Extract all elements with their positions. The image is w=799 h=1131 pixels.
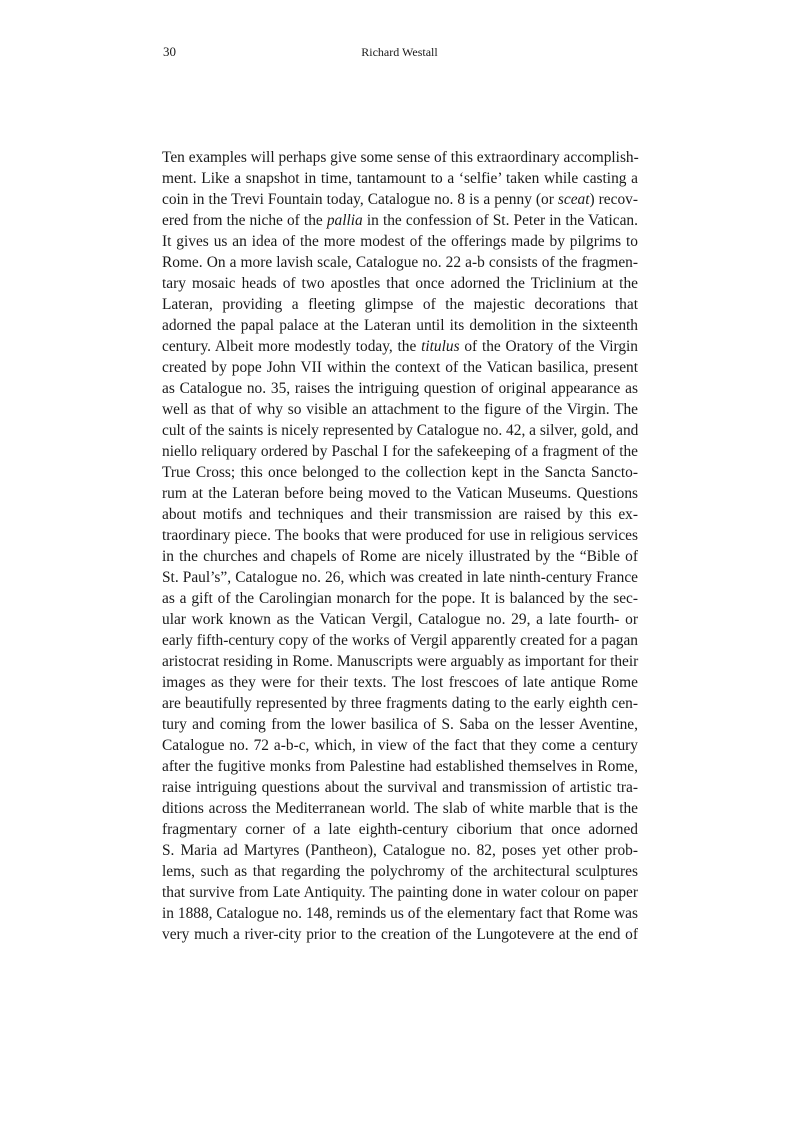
text-line — [162, 735, 638, 756]
text-segment: are beautifully represented by three fragments dating to the early eighth cen- — [162, 695, 638, 712]
text-line — [162, 252, 638, 273]
text-line — [162, 336, 638, 357]
text-segment: images as they were for their texts. The lost frescoes of late antique Rome — [162, 674, 638, 691]
italic-term: titulus — [421, 338, 460, 355]
text-line — [162, 903, 638, 924]
text-segment: created by pope John VII within the context of the Vatican basilica, present — [162, 359, 638, 376]
text-segment: that survive from Late Antiquity. The painting done in water colour on paper — [162, 884, 638, 901]
text-segment: fragmentary corner of a late eighth-century ciborium that once adorned — [162, 821, 638, 838]
text-line — [162, 882, 638, 903]
text-line — [162, 798, 638, 819]
text-segment: of the Oratory of the Virgin — [459, 338, 638, 355]
text-line — [162, 609, 638, 630]
text-segment: niello reliquary ordered by Paschal I for the safekeeping of a fragment of the — [162, 443, 638, 460]
text-segment: ment. Like a snapshot in time, tantamount to a ‘selfie’ taken while casting a — [162, 170, 638, 187]
text-line — [162, 315, 638, 336]
text-segment: in the churches and chapels of Rome are nicely illustrated by the “Bible of — [162, 548, 638, 565]
text-line — [162, 861, 638, 882]
italic-term: sceat — [557, 191, 590, 208]
text-line — [162, 651, 638, 672]
text-segment: Rome. On a more lavish scale, Catalogue no. 22 a-b consists of the fragmen- — [162, 254, 638, 271]
text-segment: ditions across the Mediterranean world. The slab of white marble that is the — [162, 800, 638, 817]
text-line — [162, 588, 638, 609]
text-segment: True Cross; this once belonged to the collection kept in the Sancta Sancto- — [162, 464, 638, 481]
text-segment: traordinary piece. The books that were produced for use in religious services — [162, 527, 638, 544]
text-segment: lems, such as that regarding the polychromy of the architectural sculptures — [162, 863, 638, 880]
running-head: Richard Westall — [361, 45, 438, 59]
text-line — [162, 567, 638, 588]
text-segment: tury and coming from the lower basilica of S. Saba on the lesser Aventine, — [162, 716, 638, 733]
text-line — [162, 462, 638, 483]
text-segment: S. Maria ad Martyres (Pantheon), Catalogue no. 82, poses yet other prob- — [162, 842, 638, 859]
text-segment: ) recov- — [589, 191, 638, 208]
text-line — [162, 378, 638, 399]
text-line — [162, 504, 638, 525]
text-segment: century. Albeit more modestly today, the — [162, 338, 422, 355]
text-line — [162, 357, 638, 378]
text-segment: well as that of why so visible an attachment to the figure of the Virgin. The — [162, 401, 638, 418]
text-segment: about motifs and techniques and their transmission are raised by this ex- — [162, 506, 638, 523]
text-line — [162, 231, 638, 252]
body-text — [162, 147, 638, 945]
text-line — [162, 630, 638, 651]
page-number: 30 — [163, 44, 176, 59]
text-line — [162, 189, 638, 210]
text-line — [162, 399, 638, 420]
text-segment: raise intriguing questions about the survival and transmission of artistic tra- — [162, 779, 638, 796]
text-segment: Lateran, providing a fleeting glimpse of the majestic decorations that — [162, 296, 638, 313]
text-line — [162, 924, 638, 945]
text-segment: very much a river-city prior to the creation of the Lungotevere at the end of — [162, 926, 638, 943]
text-segment: adorned the papal palace at the Lateran until its demolition in the sixteenth — [162, 317, 638, 334]
text-line — [162, 420, 638, 441]
text-segment: tary mosaic heads of two apostles that once adorned the Triclinium at the — [162, 275, 638, 292]
text-line — [162, 756, 638, 777]
text-line — [162, 819, 638, 840]
text-segment: Ten examples will perhaps give some sense of this extraordinary accomplish- — [162, 149, 639, 166]
text-line — [162, 693, 638, 714]
text-segment: Catalogue no. 72 a-b-c, which, in view of the fact that they come a century — [162, 737, 638, 754]
text-segment: in 1888, Catalogue no. 148, reminds us of the elementary fact that Rome was — [162, 905, 638, 922]
text-line — [162, 840, 638, 861]
text-line — [162, 441, 638, 462]
text-segment: ered from the niche of the — [162, 212, 327, 229]
text-segment: St. Paul’s”, Catalogue no. 26, which was created in late ninth-century France — [162, 569, 638, 586]
text-segment: as a gift of the Carolingian monarch for the pope. It is balanced by the sec- — [162, 590, 638, 607]
text-line — [162, 147, 638, 168]
text-line — [162, 168, 638, 189]
text-line — [162, 777, 638, 798]
italic-term: pallia — [326, 212, 363, 229]
text-line — [162, 546, 638, 567]
text-line — [162, 294, 638, 315]
text-segment: aristocrat residing in Rome. Manuscripts were arguably as important for their — [162, 653, 639, 670]
text-segment: It gives us an idea of the more modest of the offerings made by pilgrims to — [162, 233, 638, 250]
text-segment: coin in the Trevi Fountain today, Catalogue no. 8 is a penny (or — [162, 191, 558, 208]
text-line — [162, 210, 638, 231]
text-segment: after the fugitive monks from Palestine had established themselves in Rome, — [162, 758, 638, 775]
text-segment: early fifth-century copy of the works of Vergil apparently created for a pagan — [162, 632, 638, 649]
text-line — [162, 525, 638, 546]
text-segment: in the confession of St. Peter in the Vatican. — [362, 212, 638, 229]
text-segment: ular work known as the Vatican Vergil, Catalogue no. 29, a late fourth- or — [162, 611, 638, 628]
text-line — [162, 714, 638, 735]
text-line — [162, 273, 638, 294]
text-segment: rum at the Lateran before being moved to the Vatican Museums. Questions — [162, 485, 638, 502]
text-line — [162, 672, 638, 693]
text-line — [162, 483, 638, 504]
text-segment: cult of the saints is nicely represented by Catalogue no. 42, a silver, gold, and — [162, 422, 639, 439]
text-segment: as Catalogue no. 35, raises the intriguing question of original appearance as — [162, 380, 638, 397]
